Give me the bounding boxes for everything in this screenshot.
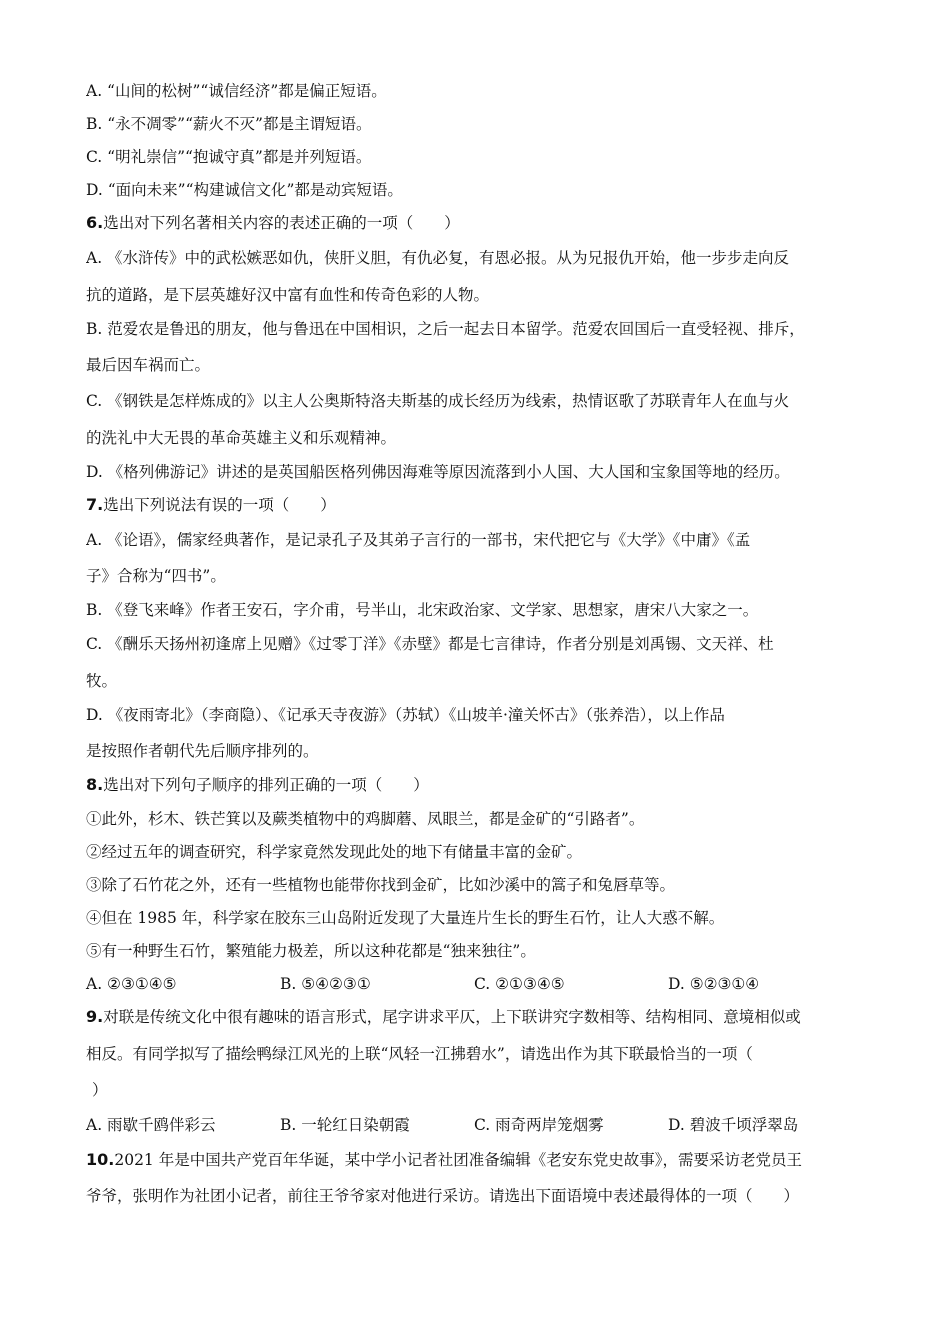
q9-stem-text1: 对联是传统文化中很有趣味的语言形式，尾字讲求平仄，上下联讲究字数相等、结构相同、意境相似或 — [103, 1008, 801, 1026]
q9-option-b: B. 一轮红日染朝霞 — [280, 1116, 410, 1134]
q8-option-d: D. ⑤②③①④ — [668, 975, 760, 993]
q8-sentence-1: ①此外，杉木、铁芒箕以及蕨类植物中的鸡脚蘑、凤眼兰，都是金矿的“引路者”。 — [86, 810, 645, 828]
q6-option-b-line1: B. 范爱农是鲁迅的朋友，他与鲁迅在中国相识，之后一起去日本留学。范爱农回国后一直受轻视、排斥， — [86, 320, 805, 338]
q6-stem-line — [86, 212, 876, 234]
q7-stem: 选出下列说法有误的一项（ ） — [103, 496, 336, 514]
q6-stem: 选出对下列名著相关内容的表述正确的一项（ ） — [103, 214, 460, 232]
q10-stem-line1 — [86, 1149, 876, 1171]
q10-stem-text1: 2021 年是中国共产党百年华诞，某中学小记者社团准备编辑《老安东党史故事》，需要采访老党员王 — [114, 1151, 802, 1169]
q7-number: 7. — [86, 495, 104, 514]
q8-sentence-5: ⑤有一种野生石竹，繁殖能力极差，所以这种花都是“独来独往”。 — [86, 942, 536, 960]
q7-option-a-line1: A. 《论语》，儒家经典著作，是记录孔子及其弟子言行的一部书，宋代把它与《大学》《中庸》《孟 — [86, 531, 751, 549]
q7-stem-line — [86, 494, 876, 516]
q8-sentence-4: ④但在 1985 年，科学家在胶东三山岛附近发现了大量连片生长的野生石竹，让人大惑不解。 — [86, 909, 725, 927]
q6-option-a-line2: 抗的道路，是下层英雄好汉中富有血性和传奇色彩的人物。 — [86, 286, 490, 304]
q6-option-c-line2: 的洗礼中大无畏的革命英雄主义和乐观精神。 — [86, 429, 397, 447]
q8-sentence-2: ②经过五年的调查研究，科学家竟然发现此处的地下有储量丰富的金矿。 — [86, 843, 583, 861]
q7-option-b-line1: B. 《登飞来峰》作者王安石，字介甫，号半山，北宋政治家、文学家、思想家，唐宋八大家之一。 — [86, 601, 759, 619]
q6-option-d-line1: D. 《格列佛游记》讲述的是英国船医格列佛因海难等原因流落到小人国、大人国和宝象国等地的经历。 — [86, 463, 790, 481]
q7-option-d-line2: 是按照作者朝代先后顺序排列的。 — [86, 742, 319, 760]
q5-option-d: D. “面向未来”“构建诚信文化”都是动宾短语。 — [86, 181, 403, 199]
q9-option-a: A. 雨歇千鸥伴彩云 — [86, 1116, 216, 1134]
q8-option-a: A. ②③①④⑤ — [86, 975, 177, 993]
q7-option-d-line1: D. 《夜雨寄北》（李商隐）、《记承天寺夜游》（苏轼）《山坡羊·潼关怀古》（张养浩），以上作品 — [86, 706, 725, 724]
q8-number: 8. — [86, 775, 104, 794]
q10-number: 10. — [86, 1150, 115, 1169]
q9-option-c: C. 雨奇两岸笼烟雾 — [474, 1116, 604, 1134]
q10-stem-line2: 爷爷，张明作为社团小记者，前往王爷爷家对他进行采访。请选出下面语境中表述最得体的一项（ ） — [86, 1187, 800, 1205]
q5-option-b: B. “永不凋零”“薪火不灭”都是主谓短语。 — [86, 115, 372, 133]
q6-option-c-line1: C. 《钢铁是怎样炼成的》以主人公奥斯特洛夫斯基的成长经历为线索，热情讴歌了苏联青年人在血与火 — [86, 392, 790, 410]
q8-stem: 选出对下列句子顺序的排列正确的一项（ ） — [103, 776, 429, 794]
q8-option-b: B. ⑤④②③① — [280, 975, 371, 993]
q7-option-c-line1: C. 《酬乐天扬州初逢席上见赠》《过零丁洋》《赤壁》都是七言律诗，作者分别是刘禹锡、文天祥、杜 — [86, 635, 774, 653]
q7-option-c-line2: 牧。 — [86, 672, 118, 690]
q8-stem-line — [86, 774, 876, 796]
q6-option-a-line1: A. 《水浒传》中的武松嫉恶如仇，侠肝义胆，有仇必复，有恩必报。从为兄报仇开始，他一步步走向反 — [86, 249, 790, 267]
q6-option-b-line2: 最后因车祸而亡。 — [86, 356, 211, 374]
q8-options-row — [86, 973, 876, 995]
q9-option-d: D. 碧波千顷浮翠岛 — [668, 1116, 799, 1134]
q9-options-row — [86, 1114, 876, 1136]
q9-number: 9. — [86, 1007, 104, 1026]
q8-option-c: C. ②①③④⑤ — [474, 975, 565, 993]
q5-option-a: A. “山间的松树”“诚信经济”都是偏正短语。 — [86, 82, 387, 100]
q8-sentence-3: ③除了石竹花之外，还有一些植物也能带你找到金矿，比如沙溪中的篙子和兔唇草等。 — [86, 876, 676, 894]
q9-stem-line3: ） — [92, 1081, 108, 1099]
q9-stem-line2: 相反。有同学拟写了描绘鸭绿江风光的上联“风轻一江拂碧水”，请选出作为其下联最恰当的一项（ — [86, 1045, 753, 1063]
q7-option-a-line2: 子》合称为“四书”。 — [86, 567, 226, 585]
q5-option-c: C. “明礼崇信”“抱诚守真”都是并列短语。 — [86, 148, 372, 166]
q6-number: 6. — [86, 213, 104, 232]
q9-stem-line1 — [86, 1006, 876, 1028]
